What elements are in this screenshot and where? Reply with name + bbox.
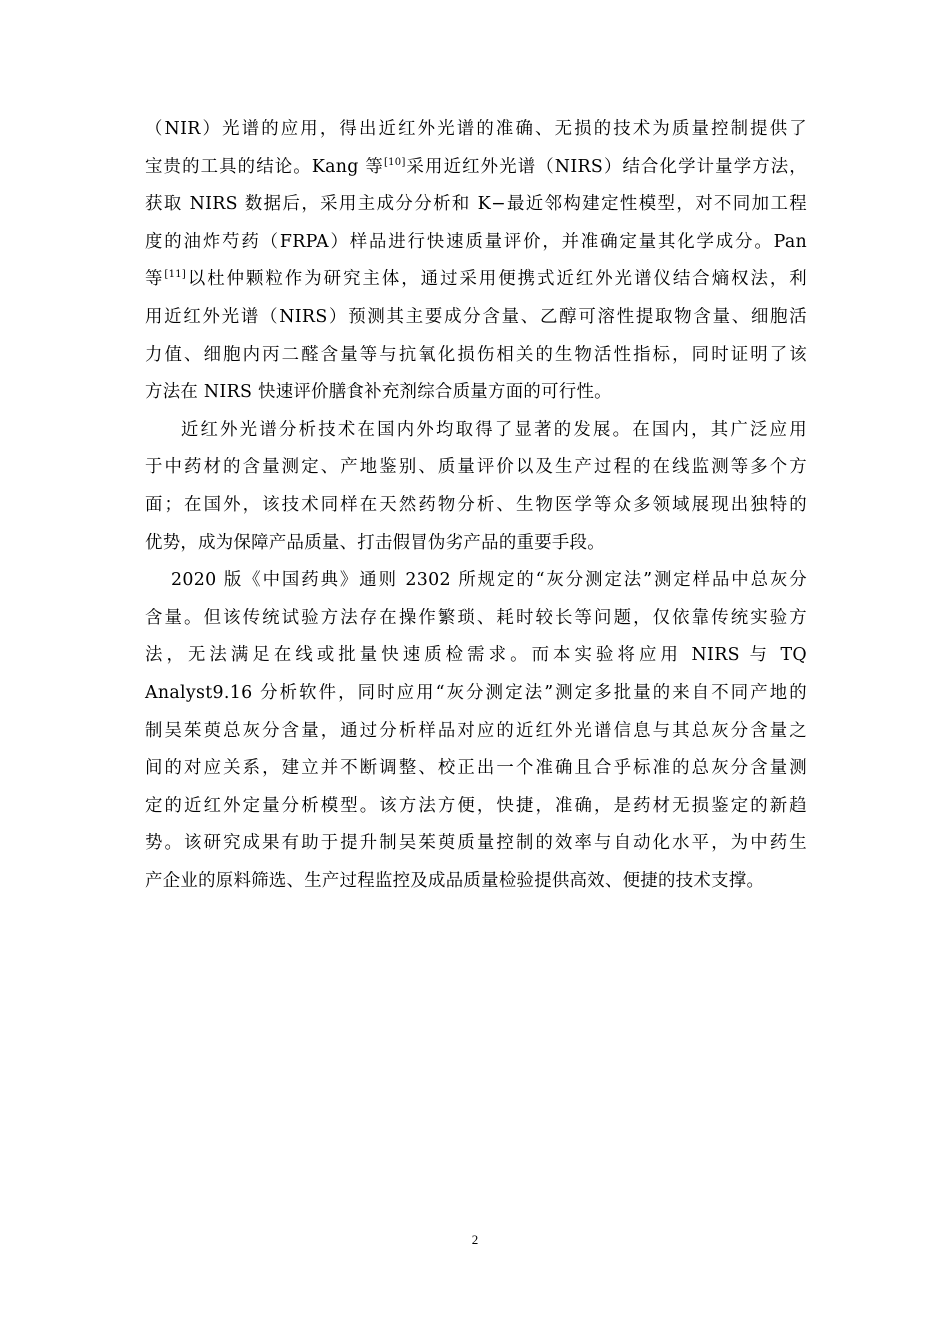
text-line: 法，无法满足在线或批量快速质检需求。而本实验将应用 NIRS 与 TQ bbox=[145, 645, 807, 666]
text-line: 用近红外光谱（NIRS）预测其主要成分含量、乙醇可溶性提取物含量、细胞活 bbox=[145, 306, 807, 327]
text-line: （NIR）光谱的应用，得出近红外光谱的准确、无损的技术为质量控制提供了 bbox=[145, 119, 807, 139]
paragraph-1 bbox=[145, 111, 807, 412]
text-line: 势。该研究成果有助于提升制吴茱萸质量控制的效率与自动化水平，为中药生 bbox=[145, 833, 807, 854]
text-line: 面；在国外，该技术同样在天然药物分析、生物医学等众多领域展现出独特的 bbox=[145, 494, 807, 515]
paragraph-3 bbox=[145, 562, 807, 900]
citation-ref: [10] bbox=[383, 156, 406, 168]
text-line: 制吴茱萸总灰分含量，通过分析样品对应的近红外光谱信息与其总灰分含量之 bbox=[145, 720, 807, 741]
text-line: 方法在 NIRS 快速评价膳食补充剂综合质量方面的可行性。 bbox=[145, 382, 612, 403]
paragraph-2 bbox=[145, 412, 807, 562]
text-line bbox=[145, 149, 807, 187]
text-line: 度的油炸芍药（FRPA）样品进行快速质量评价，并准确定量其化学成分。Pan bbox=[145, 231, 807, 252]
text-line bbox=[145, 562, 807, 600]
text-run: 宝贵的工具的结论。Kang 等 bbox=[145, 156, 384, 177]
citation-ref: [11] bbox=[164, 269, 187, 281]
text-line bbox=[145, 261, 807, 299]
text-run: 以杜仲颗粒作为研究主体，通过采用便携式近红外光谱仪结合熵权法，利 bbox=[186, 269, 807, 290]
text-line: 间的对应关系，建立并不断调整、校正出一个准确且合乎标准的总灰分含量测 bbox=[145, 758, 807, 779]
body-text bbox=[145, 111, 807, 900]
text-run: 近红外光谱分析技术在国内外均取得了显著的发展。在国内，其广泛应用 bbox=[179, 419, 807, 440]
text-line: 获取 NIRS 数据后，采用主成分分析和 K−最近邻构建定性模型，对不同加工程 bbox=[145, 194, 807, 215]
text-line: 于中药材的含量测定、产地鉴别、质量评价以及生产过程的在线监测等多个方 bbox=[145, 457, 807, 478]
text-line: 力值、细胞内丙二醛含量等与抗氧化损伤相关的生物活性指标，同时证明了该 bbox=[145, 344, 807, 365]
text-line: 定的近红外定量分析模型。该方法方便，快捷，准确，是药材无损鉴定的新趋 bbox=[145, 795, 807, 816]
text-run: 等 bbox=[145, 269, 165, 290]
text-line: Analyst9.16 分析软件，同时应用“灰分测定法”测定多批量的来自不同产地的 bbox=[145, 682, 807, 703]
text-line: 含量。但该传统试验方法存在操作繁琐、耗时较长等问题，仅依靠传统实验方 bbox=[145, 607, 807, 628]
text-run: 采用近红外光谱（NIRS）结合化学计量学方法， bbox=[405, 156, 807, 177]
text-line: 优势，成为保障产品质量、打击假冒伪劣产品的重要手段。 bbox=[145, 532, 605, 553]
text-run: 2020 版《中国药典》通则 2302 所规定的“灰分测定法”测定样品中总灰分 bbox=[171, 570, 807, 591]
text-line bbox=[145, 412, 807, 450]
text-line: 产企业的原料筛选、生产过程监控及成品质量检验提供高效、便捷的技术支撑。 bbox=[145, 870, 765, 891]
page-number: 2 bbox=[471, 1232, 479, 1247]
